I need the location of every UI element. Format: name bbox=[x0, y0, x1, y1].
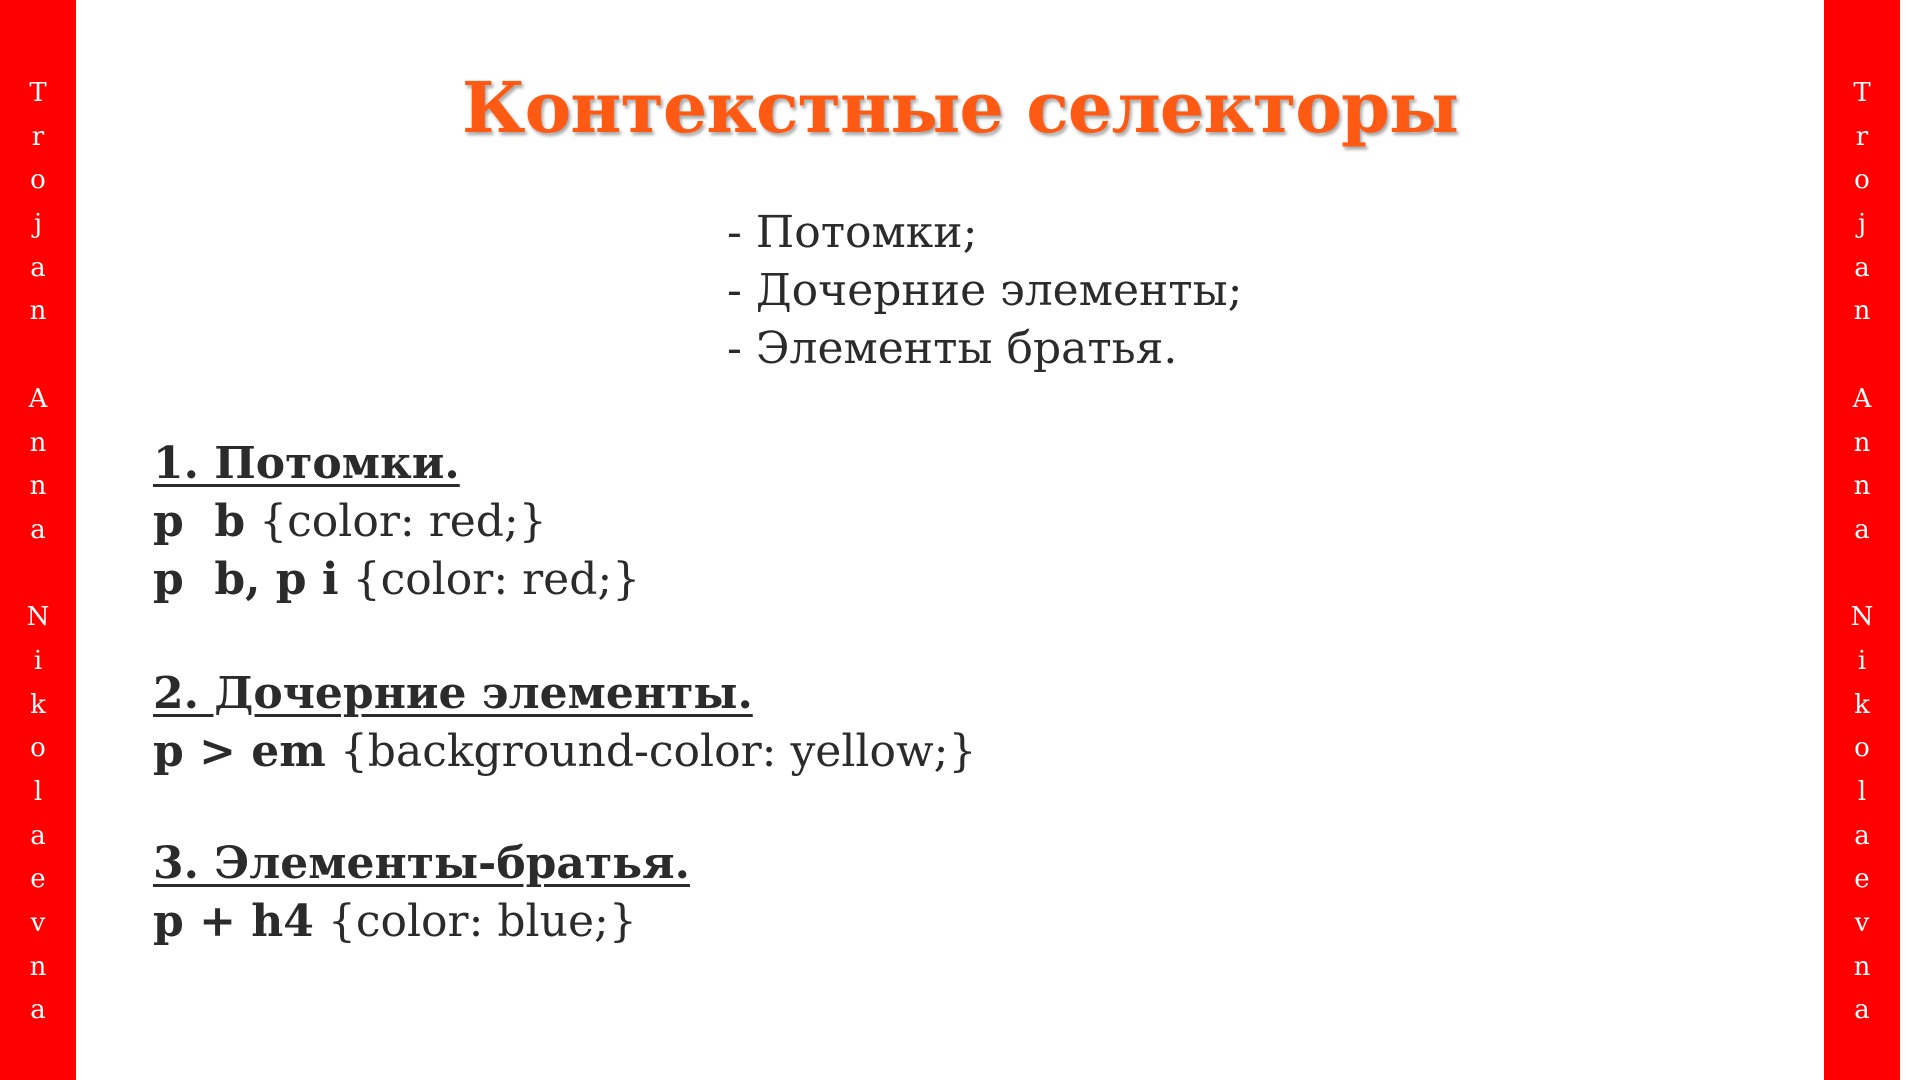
side-label-char: i bbox=[1857, 645, 1867, 676]
side-label-char: n bbox=[29, 471, 47, 502]
side-label-char: j bbox=[1857, 209, 1867, 240]
code-selector: p + h4 bbox=[153, 896, 314, 947]
side-label-char: A bbox=[28, 383, 48, 414]
section-child-elements bbox=[153, 665, 976, 781]
side-label-char: N bbox=[26, 602, 50, 633]
side-label-char: a bbox=[1854, 514, 1870, 545]
side-label-char: o bbox=[30, 165, 46, 196]
side-label-char: a bbox=[1854, 820, 1870, 851]
left-side-label bbox=[0, 72, 76, 1033]
section-heading: 3. Элементы-братья. bbox=[153, 838, 690, 889]
slide-title: Контекстные селекторы bbox=[461, 66, 1459, 149]
side-label-char: v bbox=[30, 908, 46, 939]
side-label-char: N bbox=[1850, 602, 1874, 633]
right-side-bar bbox=[1824, 0, 1900, 1080]
side-label-char: T bbox=[29, 78, 47, 108]
right-side-label bbox=[1824, 72, 1900, 1033]
side-label-char: T bbox=[1853, 78, 1871, 108]
side-label-char: l bbox=[33, 777, 43, 807]
side-label-char: r bbox=[31, 121, 45, 152]
bullet-item: - Дочерние элементы; bbox=[727, 265, 1243, 316]
bullet-item: - Элементы братья. bbox=[727, 323, 1178, 374]
side-label-char bbox=[1824, 334, 1900, 378]
left-side-bar bbox=[0, 0, 76, 1080]
side-label-char: k bbox=[30, 689, 46, 720]
side-label-char: a bbox=[1854, 252, 1870, 283]
section-heading: 2. Дочерние элементы. bbox=[153, 668, 753, 719]
side-label-char: a bbox=[30, 995, 46, 1026]
code-rule: {color: blue;} bbox=[313, 896, 637, 947]
side-label-char: A bbox=[1852, 383, 1872, 414]
bullet-list bbox=[727, 204, 1243, 378]
side-label-char: j bbox=[33, 209, 43, 240]
code-line bbox=[153, 723, 976, 781]
side-label-char: o bbox=[1854, 165, 1870, 196]
side-label-char: a bbox=[30, 252, 46, 283]
code-rule: {color: red;} bbox=[245, 496, 547, 547]
side-label-char: n bbox=[1853, 296, 1871, 327]
side-label-char: l bbox=[1857, 777, 1867, 807]
side-label-char: v bbox=[1854, 908, 1870, 939]
side-label-char: n bbox=[1853, 427, 1871, 458]
side-label-char bbox=[0, 553, 76, 597]
side-label-char: n bbox=[1853, 951, 1871, 982]
side-label-char bbox=[0, 334, 76, 378]
code-rule: {color: red;} bbox=[338, 554, 641, 605]
code-line bbox=[153, 893, 690, 951]
code-selector: p b, p i bbox=[153, 554, 339, 605]
code-selector: p b bbox=[153, 496, 246, 547]
bullet-item: - Потомки; bbox=[727, 207, 978, 258]
side-label-char: e bbox=[1854, 864, 1870, 895]
side-label-char: n bbox=[29, 427, 47, 458]
side-label-char: a bbox=[30, 514, 46, 545]
code-rule: {background-color: yellow;} bbox=[325, 726, 977, 777]
side-label-char: o bbox=[1854, 733, 1870, 764]
side-label-char: n bbox=[29, 951, 47, 982]
side-label-char: a bbox=[1854, 995, 1870, 1026]
side-label-char: i bbox=[33, 645, 43, 676]
side-label-char: n bbox=[29, 296, 47, 327]
side-label-char: k bbox=[1854, 689, 1870, 720]
side-label-char bbox=[1824, 553, 1900, 597]
side-label-char: a bbox=[30, 820, 46, 851]
side-label-char: e bbox=[30, 864, 46, 895]
section-sibling-elements bbox=[153, 835, 690, 951]
section-heading: 1. Потомки. bbox=[153, 438, 460, 489]
code-line bbox=[153, 493, 640, 551]
code-selector: p > em bbox=[153, 726, 326, 777]
side-label-char: n bbox=[1853, 471, 1871, 502]
section-descendants bbox=[153, 435, 640, 609]
side-label-char: r bbox=[1855, 121, 1869, 152]
code-line bbox=[153, 551, 640, 609]
side-label-char: o bbox=[30, 733, 46, 764]
